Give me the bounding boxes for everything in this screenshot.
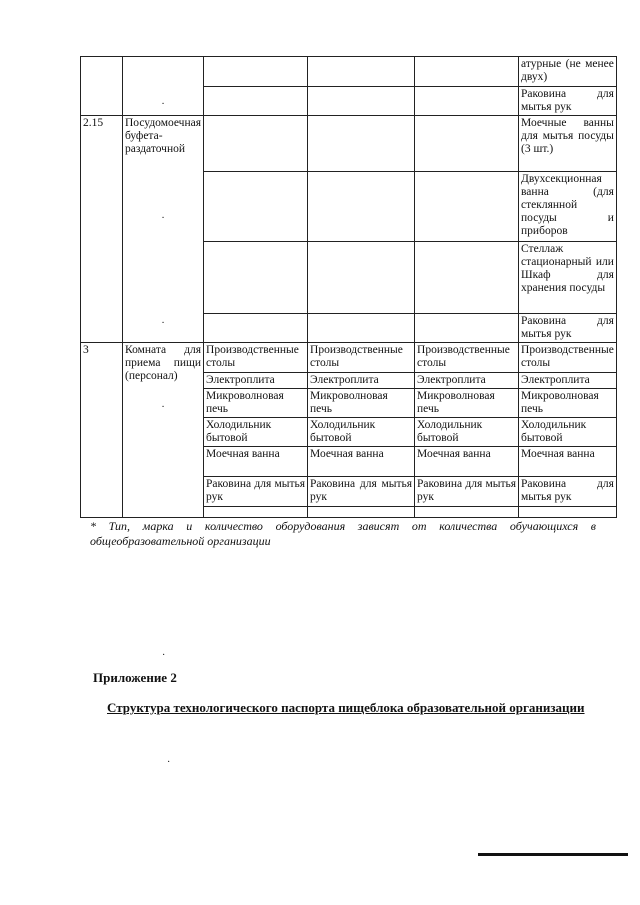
equipment-cell [204, 242, 308, 314]
equipment-cell: Холодильник бытовой [519, 418, 617, 447]
scan-speck: · [167, 757, 171, 768]
equipment-cell: Моечные ванны для мытья посуды (3 шт.) [519, 116, 617, 172]
equipment-cell: Холодильник бытовой [308, 418, 415, 447]
equipment-cell: Двухсекционная ванна (для стеклянной посуды и приборов [519, 172, 617, 242]
equipment-table [80, 56, 617, 518]
table-row [81, 116, 617, 172]
room-name-text: Посудомоечная буфета-раздаточной [125, 117, 202, 155]
equipment-cell: Холодильник бытовой [204, 418, 308, 447]
equipment-cell [415, 314, 519, 343]
equipment-cell [204, 87, 308, 116]
equipment-cell: Микроволновая печь [308, 389, 415, 418]
appendix-label: Приложение 2 [93, 670, 177, 685]
equipment-cell [308, 57, 415, 87]
equipment-cell [415, 172, 519, 242]
equipment-cell [204, 116, 308, 172]
equipment-cell [308, 172, 415, 242]
equipment-cell [204, 172, 308, 242]
equipment-cell: Микроволновая печь [415, 389, 519, 418]
row-number-cell: 2.15 [81, 116, 123, 343]
equipment-cell: Стеллаж стационарный или Шкаф для хранения посуды [519, 242, 617, 314]
equipment-cell [308, 242, 415, 314]
equipment-cell [415, 507, 519, 518]
equipment-cell [308, 116, 415, 172]
equipment-cell [519, 507, 617, 518]
equipment-cell: Микроволновая печь [519, 389, 617, 418]
room-name-cell: Посудомоечная буфета-раздаточной · · [123, 116, 204, 343]
equipment-cell: атурные (не менее двух) [519, 57, 617, 87]
appendix-title: Структура технологического паспорта пищеблока образовательной организации [107, 700, 585, 715]
equipment-cell [415, 242, 519, 314]
equipment-cell [204, 57, 308, 87]
signature-line [478, 853, 628, 856]
table-row [81, 57, 617, 87]
equipment-cell: Раковина для мытья рук [519, 87, 617, 116]
equipment-cell [204, 507, 308, 518]
equipment-cell: Электроплита [415, 373, 519, 389]
row-number-cell: 3 [81, 343, 123, 518]
equipment-cell: Моечная ванна [308, 447, 415, 477]
equipment-cell: Микроволновая печь [204, 389, 308, 418]
equipment-cell [415, 116, 519, 172]
equipment-cell: Электроплита [308, 373, 415, 389]
equipment-cell: Производственные столы [308, 343, 415, 373]
equipment-cell: Моечная ванна [415, 447, 519, 477]
scan-speck: · [162, 650, 166, 661]
equipment-cell: Моечная ванна [519, 447, 617, 477]
equipment-cell: Производственные столы [204, 343, 308, 373]
table-row [81, 343, 617, 373]
equipment-cell: Раковина для мытья рук [415, 477, 519, 507]
equipment-cell [308, 87, 415, 116]
equipment-cell: Раковина для мытья рук [308, 477, 415, 507]
equipment-cell: Моечная ванна [204, 447, 308, 477]
equipment-cell: Раковина для мытья рук [204, 477, 308, 507]
equipment-cell: Электроплита [204, 373, 308, 389]
equipment-cell: Производственные столы [415, 343, 519, 373]
room-name-text: Комната для приема пищи (персонал) [125, 344, 202, 382]
equipment-cell [308, 314, 415, 343]
row-number-cell [81, 57, 123, 116]
equipment-cell: Раковина для мытья рук [519, 314, 617, 343]
room-name-cell: Комната для приема пищи (персонал) · [123, 343, 204, 518]
equipment-cell [308, 507, 415, 518]
table-footnote: * Тип, марка и количество оборудования зависят от количества обучающихся в общеобразовательной организации [90, 519, 596, 548]
equipment-cell: Производственные столы [519, 343, 617, 373]
equipment-cell: Раковина для мытья рук [519, 477, 617, 507]
room-name-cell: · [123, 57, 204, 116]
equipment-cell [415, 57, 519, 87]
equipment-cell: Холодильник бытовой [415, 418, 519, 447]
equipment-cell [415, 87, 519, 116]
equipment-cell [204, 314, 308, 343]
equipment-cell: Электроплита [519, 373, 617, 389]
